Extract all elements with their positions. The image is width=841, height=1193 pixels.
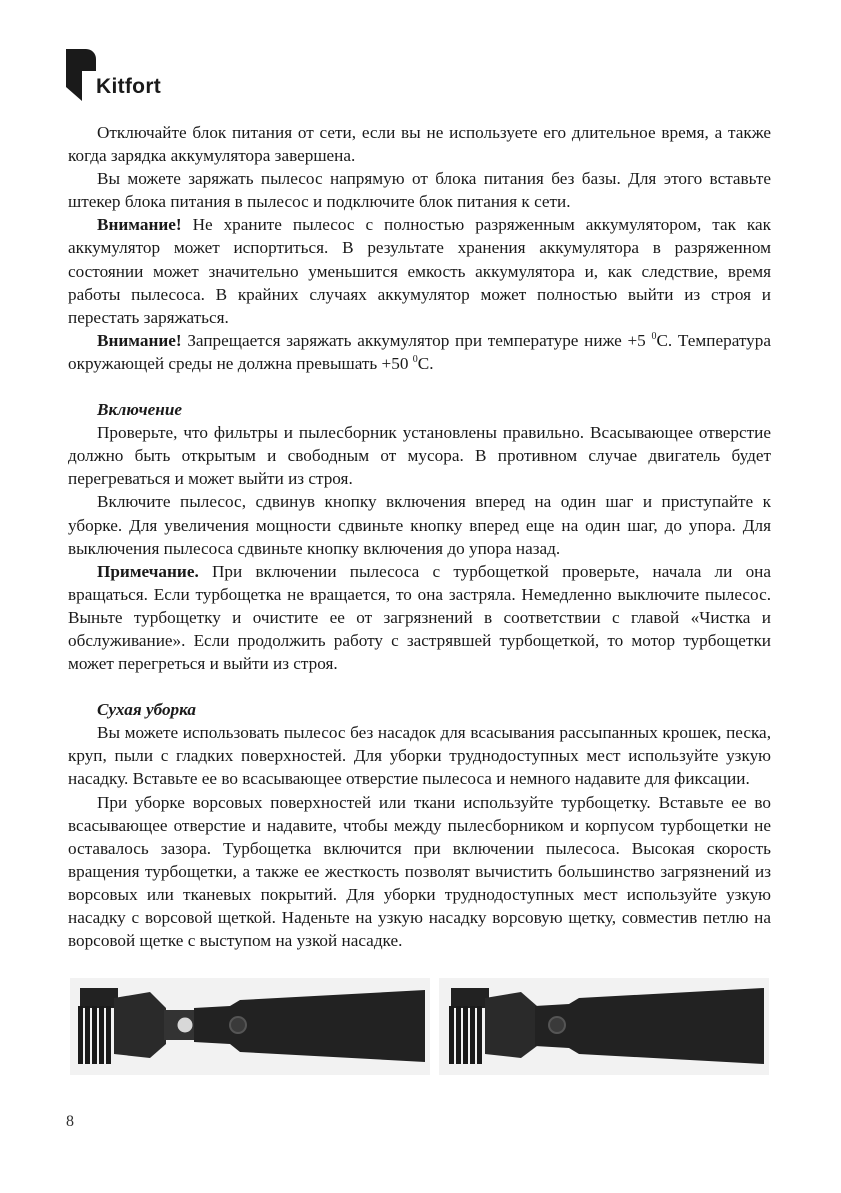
paragraph: Проверьте, что фильтры и пылесборник установлены правильно. Всасывающее отверстие должно быть открытым и свободным от мусора. В противном случае двигатель будет перегреваться и может выйти из строя. bbox=[68, 423, 771, 489]
warning-label: Внимание! bbox=[97, 215, 182, 235]
page-number: 8 bbox=[66, 1113, 74, 1130]
warning-paragraph: Внимание! Не храните пылесос с полностью разряженным аккумулятором, так как аккумулятор может испортиться. В результате хранения аккумулятора в разряженном состоянии может значительно уменьшится емкость аккумулятора и, как следствие, время работы пылесоса. В крайних случаях аккумулятор может полностью выйти из строя и перестать заряжаться. bbox=[68, 215, 771, 327]
photo-brush-attached bbox=[439, 978, 769, 1075]
degree-mark: 0 bbox=[412, 353, 418, 365]
nozzle-photos bbox=[70, 978, 770, 1075]
brush-attached-to-nozzle-image bbox=[439, 978, 769, 1075]
brand-name: Kitfort bbox=[96, 75, 162, 98]
paragraph: Отключайте блок питания от сети, если вы не используете его длительное время, а также когда зарядка аккумулятора завершена. bbox=[68, 123, 771, 166]
paragraph: При уборке ворсовых поверхностей или ткани используйте турбощетку. Вставьте ее во всасывающее отверстие и надавите, чтобы между пылесборником и корпусом турбощетки не оставалось зазора. Турбощетка включится при включении пылесоса. Высокая скорость вращения турбощетки, а также ее жесткость позволят вычистить большинство загрязнений из ворсовых или тканевых покрытий. Для уборки труднодоступных мест используйте узкую насадку с ворсовой щеткой. Наденьте на узкую насадку ворсовую щетку, совместив петлю на ворсовой щетке с выступом на узкой насадке. bbox=[68, 792, 771, 951]
paragraph: Вы можете заряжать пылесос напрямую от блока питания без базы. Для этого вставьте штекер блока питания в пылесос и подключите блок питания к сети. bbox=[68, 169, 771, 212]
logo-mark-icon bbox=[66, 49, 96, 101]
warning-paragraph: Внимание! Запрещается заряжать аккумулятор при температуре ниже +5 $^0$С. Температура окружающей среды не должна превышать +50 $^0$С. bbox=[68, 330, 771, 373]
brush-and-nozzle-separate-image bbox=[70, 978, 430, 1075]
paragraph: Вы можете использовать пылесос без насадок для всасывания рассыпанных крошек, песка, круп, пыли с гладких поверхностей. Для уборки труднодоступных мест используйте узкую насадку. Вставьте ее во всасывающее отверстие пылесоса и немного надавите для фиксации. bbox=[68, 723, 771, 789]
photo-brush-separate bbox=[70, 978, 430, 1075]
manual-text bbox=[68, 121, 771, 952]
section-heading: Сухая уборка bbox=[97, 700, 197, 720]
note-label: Примечание. bbox=[97, 561, 199, 581]
section-heading: Включение bbox=[97, 400, 183, 420]
kitfort-logo bbox=[66, 49, 186, 101]
note-paragraph: Примечание. При включении пылесоса с турбощеткой проверьте, начала ли она вращаться. Если турбощетка не вращается, то она застряла. Немедленно выключите пылесос. Выньте турбощетку и очистите ее от загрязнений в соответствии с главой «Чистка и обслуживание». Если продолжить работу с застрявшей турбощеткой, то мотор турбощетки может перегреться и выйти из строя. bbox=[68, 561, 771, 674]
warning-label: Внимание! bbox=[97, 330, 182, 350]
paragraph: Включите пылесос, сдвинув кнопку включения вперед на один шаг и приступайте к уборке. Для увеличения мощности сдвиньте кнопку вперед еще на один шаг, до упора. Для выключения пылесоса сдвиньте кнопку включения до упора назад. bbox=[68, 492, 771, 558]
degree-mark: 0 bbox=[651, 330, 657, 342]
